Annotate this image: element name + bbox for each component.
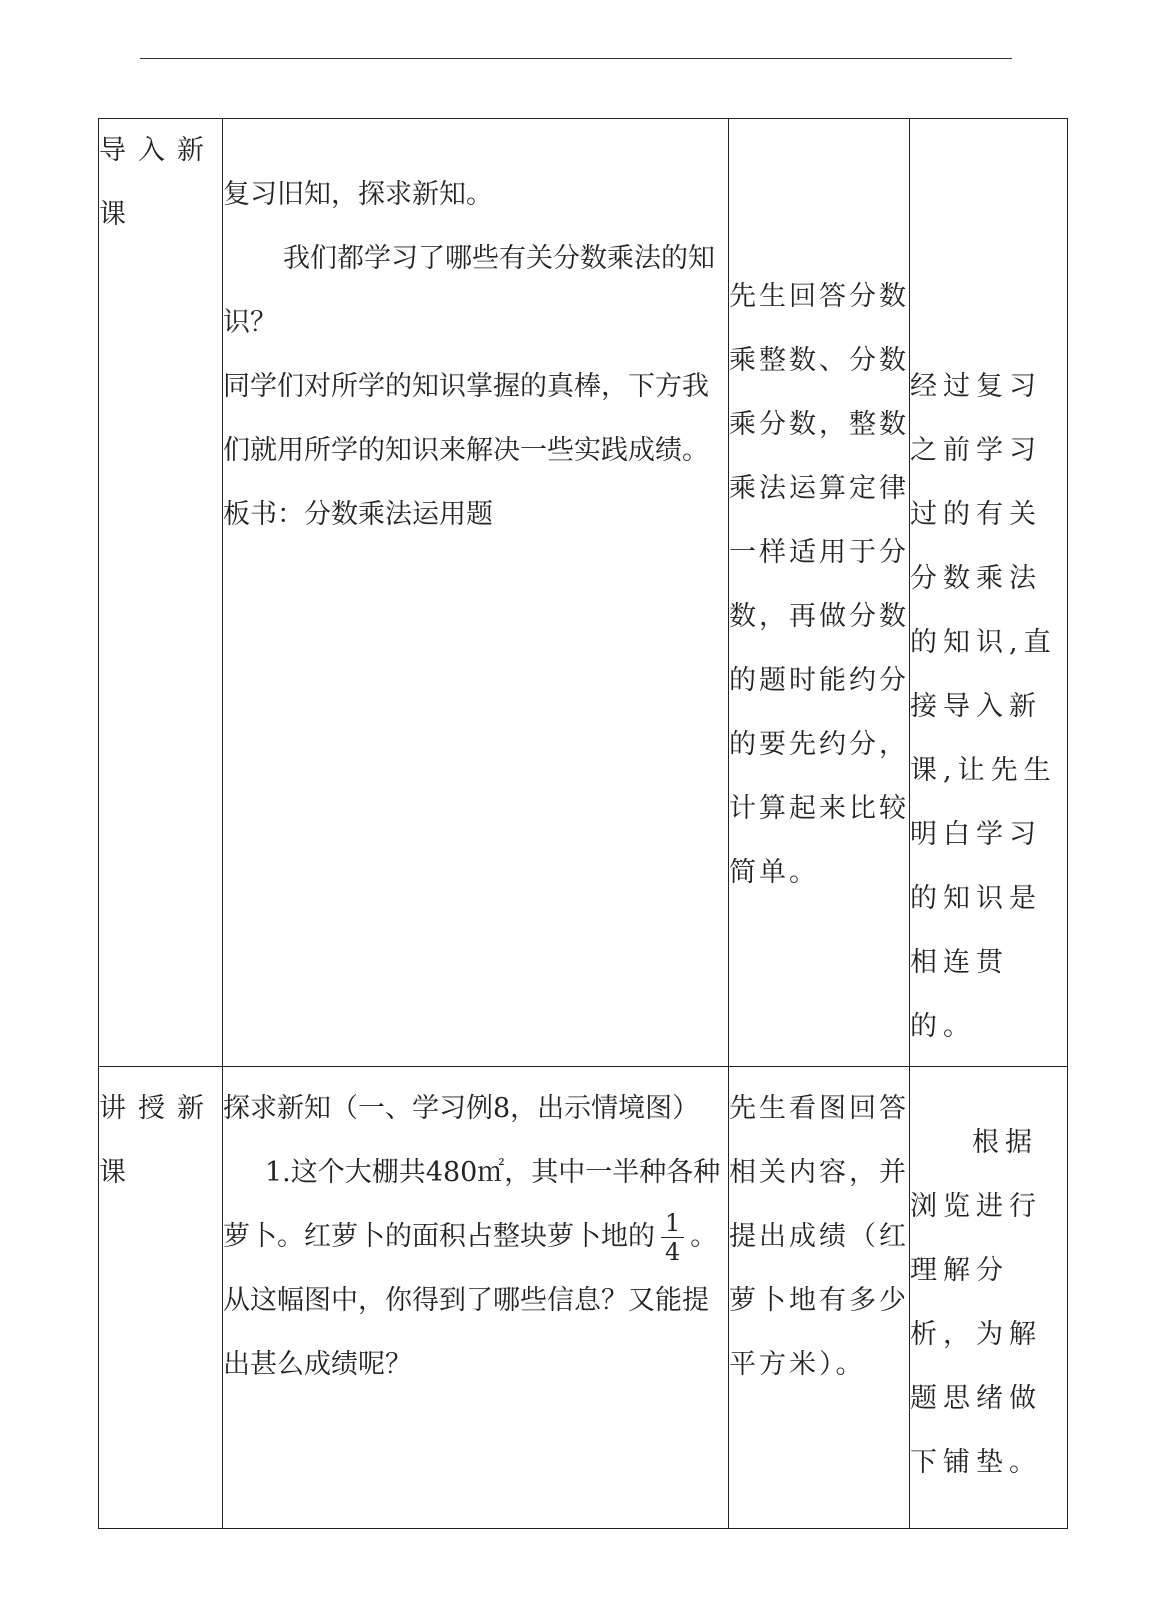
fraction-denominator: 4 xyxy=(665,1238,681,1266)
student-activity: 先生看图回答相关内容，并提出成绩（红萝卜地有多少平方米）。 xyxy=(729,1067,910,1529)
lesson-plan-table xyxy=(98,118,1068,1529)
section-label: 讲授新课 xyxy=(99,1067,223,1529)
content-line: 从这幅图中，你得到了哪些信息？又能提出甚么成绩呢？ xyxy=(223,1285,709,1380)
teaching-content xyxy=(223,1067,729,1529)
table-row xyxy=(99,119,1068,1067)
content-line: 我们都学习了哪些有关分数乘法的知识？ xyxy=(223,243,715,338)
intent-text: 根据浏览进行理解分析，为解题思绪做下铺垫。 xyxy=(910,1127,1042,1478)
fraction-numerator: 1 xyxy=(661,1209,684,1238)
content-text: 。 xyxy=(690,1221,718,1252)
table-row xyxy=(99,1067,1068,1529)
header-rule xyxy=(140,58,1012,59)
content-line: 板书：分数乘法运用题 xyxy=(223,499,493,530)
content-line: 复习旧知，探求新知。 xyxy=(223,179,493,210)
content-line xyxy=(223,1141,728,1269)
student-activity: 先生回答分数乘整数、分数乘分数，整数乘法运算定律一样适用于分数，再做分数的题时能约分的要先约分，计算起来比较简单。 xyxy=(729,119,910,1067)
design-intent: 经过复习之前学习过的有关分数乘法的知识,直接导入新课,让先生明白学习的知识是相连贯的。 xyxy=(910,119,1068,1067)
content-line: 同学们对所学的知识掌握的真棒，下方我们就用所学的知识来解决一些实践成绩。 xyxy=(223,371,709,466)
design-intent xyxy=(910,1067,1068,1529)
fraction xyxy=(661,1209,684,1266)
teaching-content xyxy=(223,119,729,1067)
section-label: 导入新课 xyxy=(99,119,223,1067)
content-line: 探求新知（一、学习例8，出示情境图） xyxy=(223,1093,700,1124)
content-text: 1.这个大棚共480㎡，其中一半种各种萝卜。红萝卜的面积占整块萝卜地的 xyxy=(223,1157,721,1252)
